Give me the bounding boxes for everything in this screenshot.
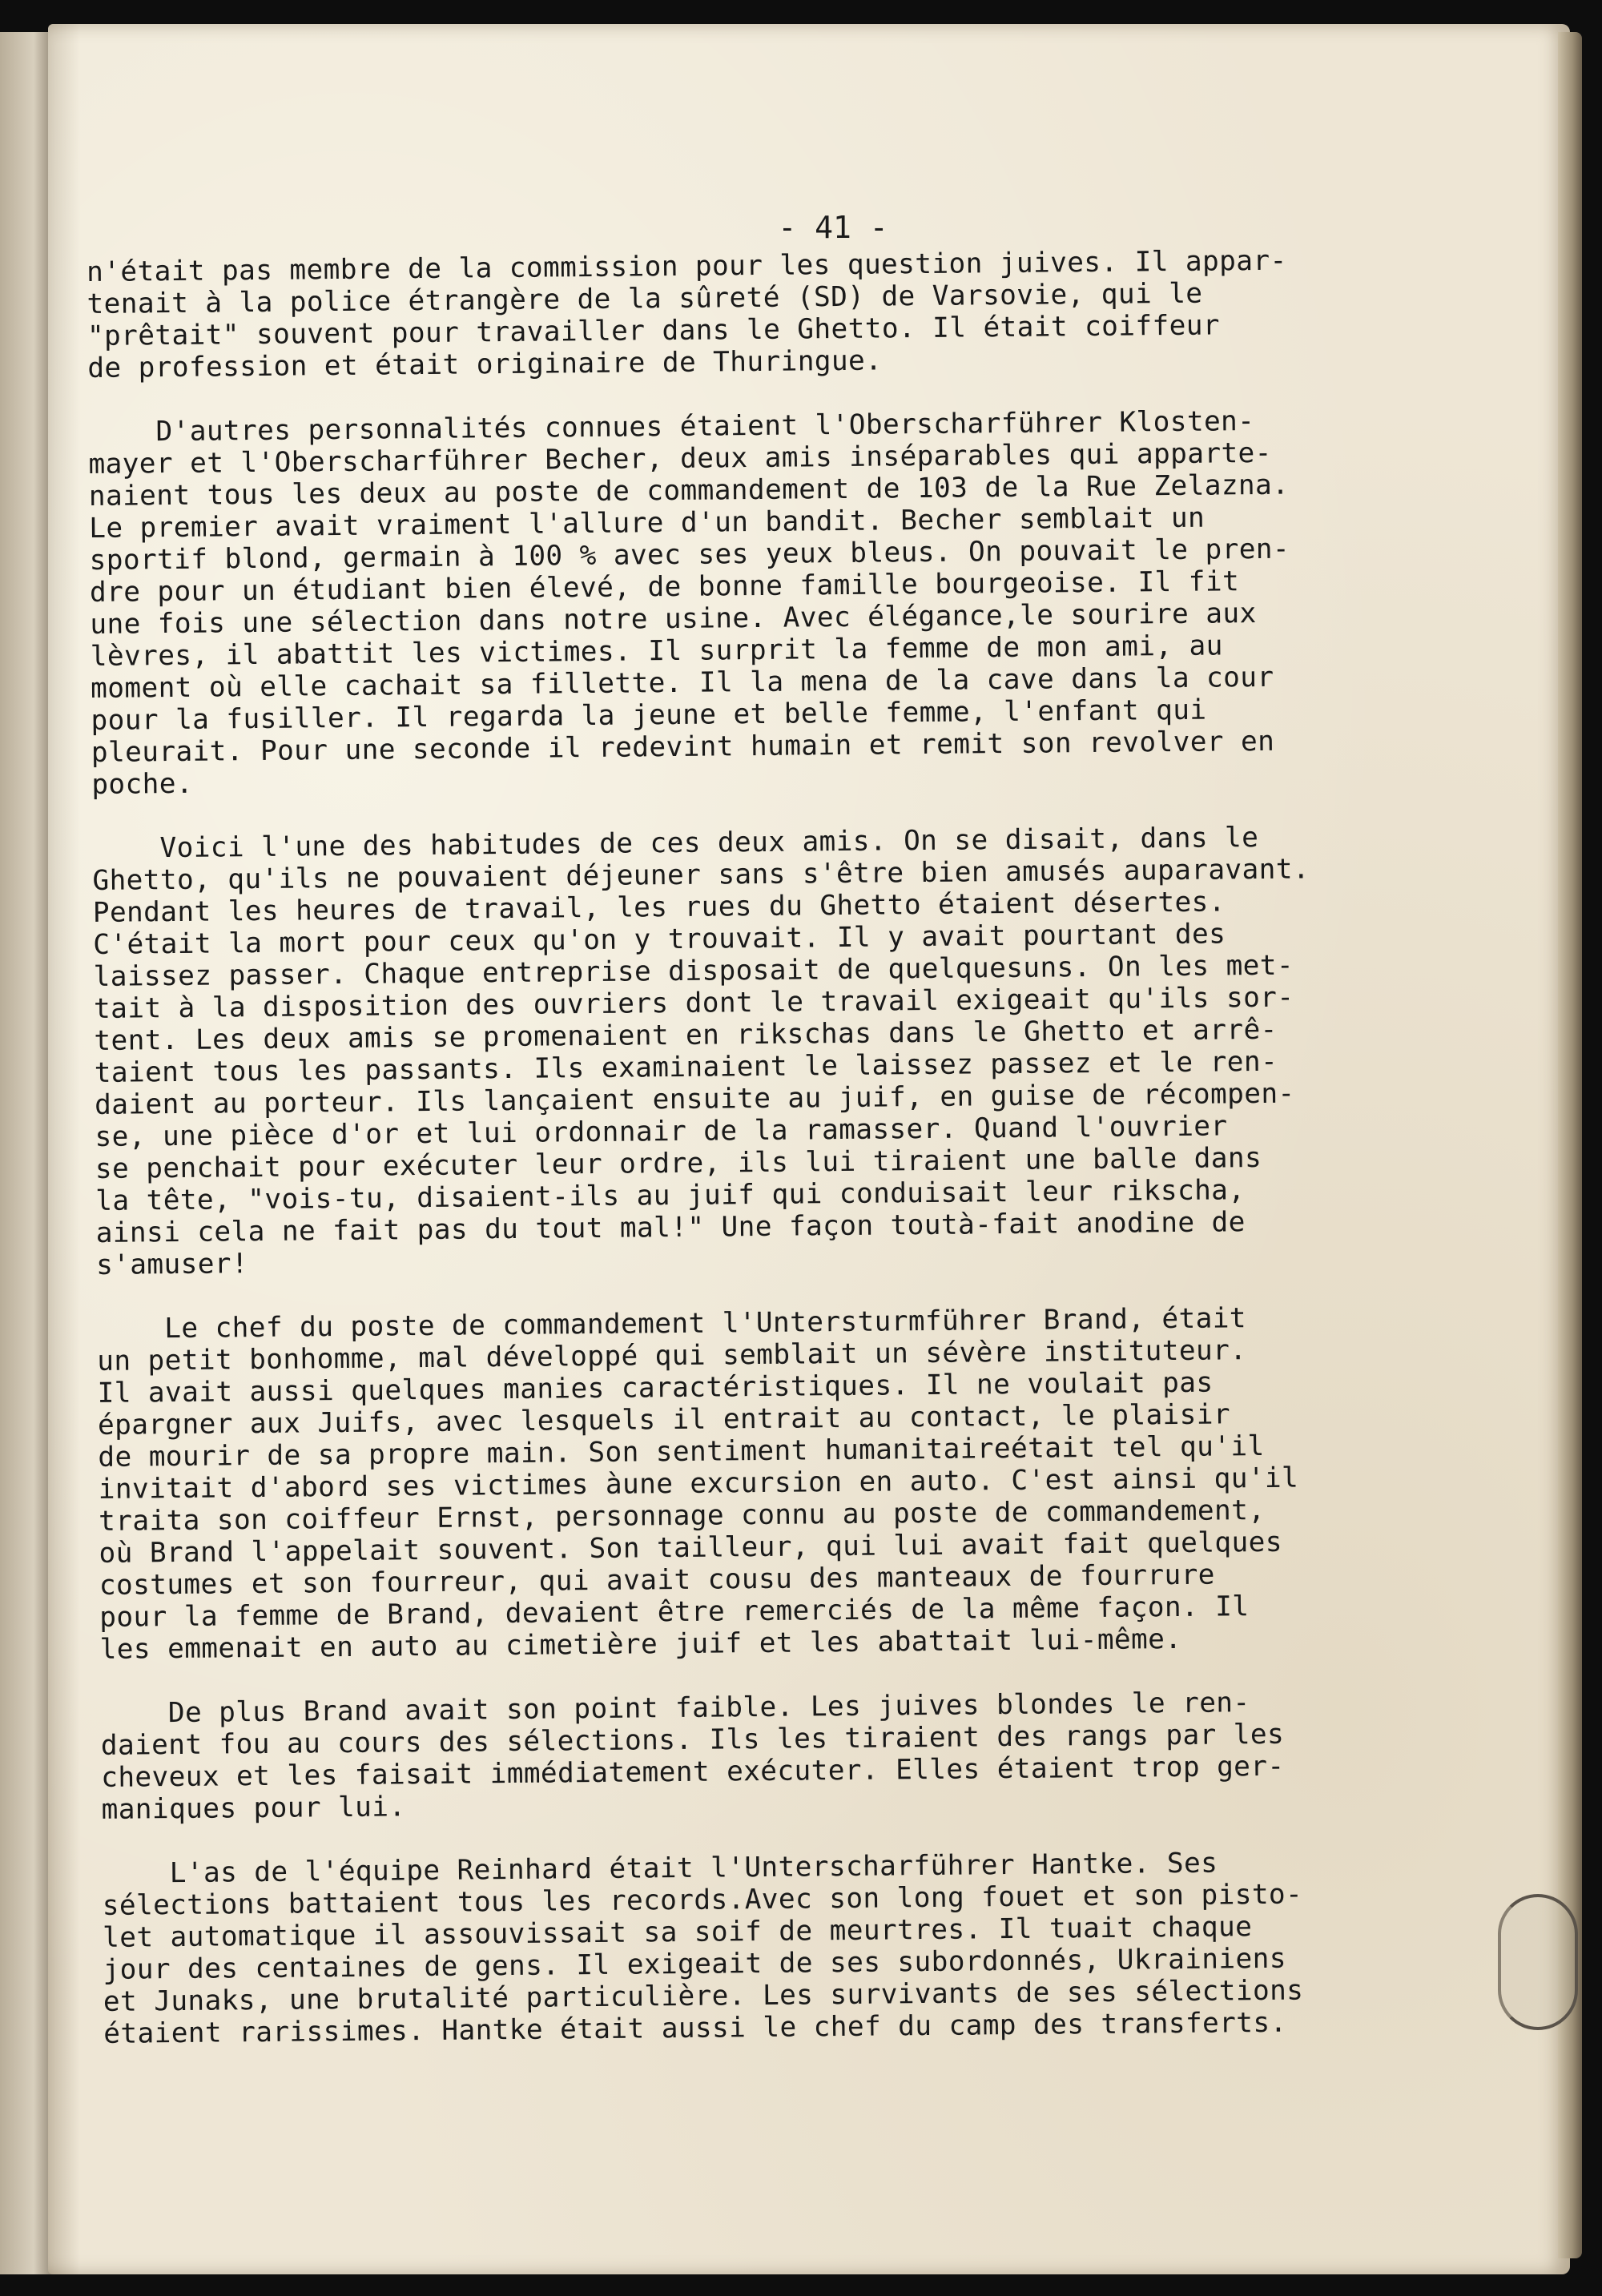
text-line: n'était pas membre de la commission pour les question juives. Il appar- [87,244,1287,288]
text-line: s'amuser! [95,1248,249,1281]
text-line: ainsi cela ne fait pas du tout mal!" Une façon toutà-fait anodine de [95,1206,1246,1249]
text-line: jour des centaines de gens. Il exigeait de ses subordonnés, Ukrainiens [103,1942,1287,1986]
text-line: traita son coiffeur Ernst, personnage connu au poste de commandement, [98,1494,1266,1538]
text-line: tent. Les deux amis se promenaient en rikschas dans le Ghetto et arrê- [94,1013,1278,1057]
text-line: où Brand l'appelait souvent. Son tailleur, qui lui avait fait quelques [99,1526,1283,1570]
text-line: lèvres, il abattit les victimes. Il surprit la femme de mon ami, au [90,629,1223,673]
body-text [87,243,1546,2082]
text-line: se penchait pour exécuter leur ordre, ils lui tiraient une balle dans [95,1141,1262,1185]
paragraph [88,403,1534,801]
text-line: un petit bonhomme, mal développé qui semblait un sévère instituteur. [97,1334,1247,1377]
text-line: étaient rarissimes. Hantke était aussi le chef du camp des transferts. [103,2006,1287,2050]
text-line: invitait d'abord ses victimes àune excursion en auto. C'est ainsi qu'il [98,1462,1299,1506]
paragraph [87,243,1529,384]
text-line: D'autres personnalités connues étaient l'Oberscharführer Klosten- [87,405,1255,448]
text-line: sélections battaient tous les records.Avec son long fouet et son pisto- [102,1878,1303,1922]
text-line: pleurait. Pour une seconde il redevint humain et remit son revolver en [91,725,1275,769]
text-line: cheveux et les faisait immédiatement exécuter. Elles étaient trop ger- [101,1750,1285,1794]
text-line: Voici l'une des habitudes de ces deux amis. On se disait, dans le [91,821,1259,865]
text-line: taient tous les passants. Ils examinaient le laissez passez et le ren- [94,1045,1278,1089]
paragraph [97,1300,1542,1666]
text-line: tait à la disposition des ouvriers dont le travail exigeait qu'ils sor- [93,981,1294,1025]
text-line: let automatique il assouvissait sa soif de meurtres. Il tuait chaque [102,1911,1253,1954]
text-line: de mourir de sa propre main. Son sentiment humanitaireétait tel qu'il [98,1429,1265,1474]
paragraph [100,1684,1543,1826]
text-line: C'était la mort pour ceux qu'on y trouvait. Il y avait pourtant des [93,918,1226,961]
paper-clip [1498,1894,1578,2030]
text-line: et Junaks, une brutalité particulière. Les survivants de ses sélections [103,1974,1304,2018]
text-line: moment où elle cachait sa fillette. Il la mena de la cave dans la cour [90,661,1274,705]
text-line: pour la femme de Brand, devaient être remerciés de la même façon. Il [99,1590,1250,1634]
text-line: L'as de l'équipe Reinhard était l'Unterscharführer Hantke. Ses [102,1847,1218,1890]
text-line: les emmenait en auto au cimetière juif et les abattait lui-même. [99,1622,1182,1666]
paragraph [102,1844,1545,2050]
text-line: laissez passer. Chaque entreprise disposait de quelquesuns. On les met- [93,949,1294,993]
text-line: pour la fusiller. Il regarda la jeune et belle femme, l'enfant qui [91,694,1207,737]
text-line: Le premier avait vraiment l'allure d'un bandit. Becher semblait un [89,501,1206,545]
text-line: poche. [91,767,194,801]
text-line: daient au porteur. Ils lançaient ensuite au juif, en guise de récompen- [94,1077,1295,1121]
text-line: Le chef du poste de commandement l'Untersturmführer Brand, était [96,1302,1247,1345]
text-line: la tête, "vois-tu, disaient-ils au juif qui conduisait leur rikscha, [95,1174,1246,1217]
text-line: épargner aux Juifs, avec lesquels il entrait au contact, le plaisir [97,1398,1231,1442]
text-line: "prêtait" souvent pour travailler dans le Ghetto. Il était coiffeur [87,309,1221,352]
text-line: Il avait aussi quelques manies caractéristiques. Il ne voulait pas [97,1366,1214,1409]
text-line: mayer et l'Oberscharführer Becher, deux amis inséparables qui apparte- [88,436,1272,481]
text-line: une fois une sélection dans notre usine. Avec élégance,le sourire aux [90,597,1257,641]
text-line: se, une pièce d'or et lui ordonnair de la ramasser. Quand l'ouvrier [95,1110,1228,1153]
text-line: costumes et son fourreur, qui avait cousu des manteaux de fourrure [99,1558,1215,1602]
typewritten-page [48,24,1570,2274]
page-number: - 41 - [778,210,888,245]
text-line: daient fou au cours des sélections. Ils les tiraient des rangs par les [100,1718,1285,1762]
text-line: de profession et était originaire de Thuringue. [87,344,883,384]
text-line: naient tous les deux au poste de commandement de 103 de la Rue Zelazna. [88,468,1290,513]
text-line: Ghetto, qu'ils ne pouvaient déjeuner sans s'être bien amusés auparavant. [92,853,1310,897]
text-line: dre pour un étudiant bien élevé, de bonne famille bourgeoise. Il fit [89,565,1240,609]
paragraph [92,819,1538,1281]
text-line: Pendant les heures de travail, les rues du Ghetto étaient désertes. [92,886,1226,929]
text-line: tenait à la police étrangère de la sûreté (SD) de Varsovie, qui le [87,277,1203,320]
text-line: De plus Brand avait son point faible. Les juives blondes le ren- [100,1687,1250,1730]
text-line: maniques pour lui. [101,1791,406,1826]
text-line: sportif blond, germain à 100 % avec ses yeux bleus. On pouvait le pren- [89,533,1290,577]
